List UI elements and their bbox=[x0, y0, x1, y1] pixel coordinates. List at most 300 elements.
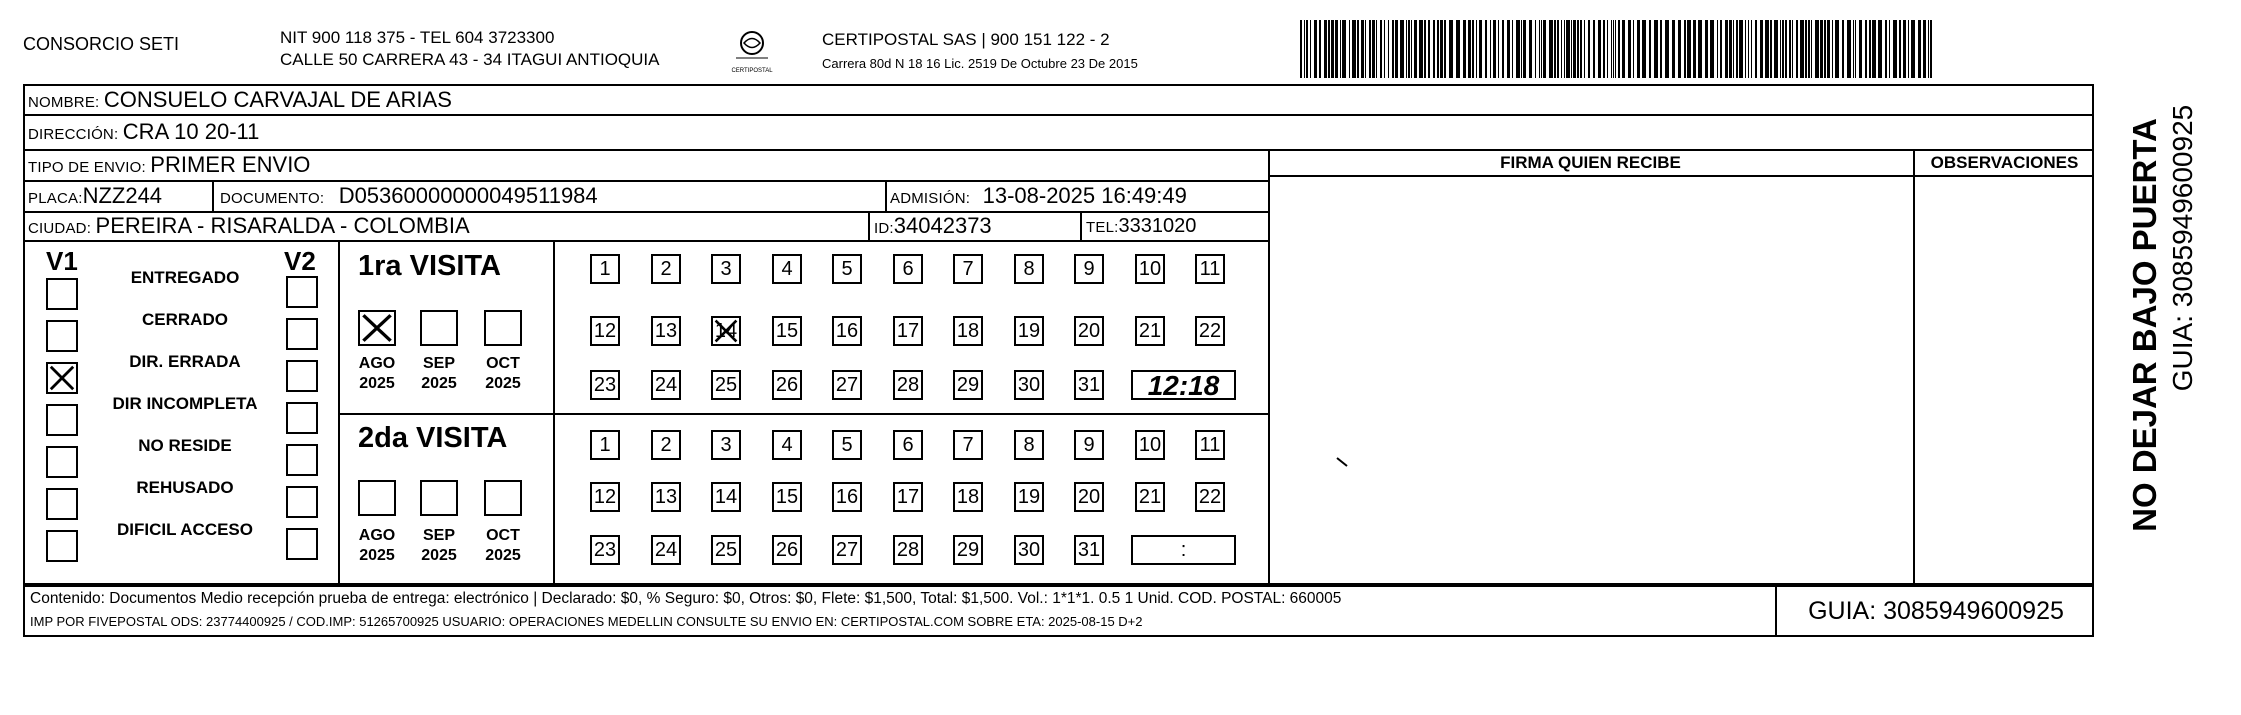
month-name: OCT bbox=[486, 355, 520, 372]
day-number: 26 bbox=[775, 374, 799, 396]
day-number: 10 bbox=[1138, 258, 1162, 280]
barcode-bar bbox=[1543, 20, 1546, 78]
day-number: 28 bbox=[896, 539, 920, 561]
side-guia: GUIA: 3085949600925 bbox=[2167, 104, 2198, 392]
documento-label: DOCUMENTO: bbox=[220, 190, 325, 207]
admision-value: 13-08-2025 16:49:49 bbox=[982, 183, 1187, 208]
v2-checkbox[interactable] bbox=[286, 444, 318, 476]
day-number: 10 bbox=[1138, 434, 1162, 456]
barcode-bar bbox=[1372, 20, 1375, 78]
barcode-bar bbox=[1607, 20, 1608, 78]
barcode-bar bbox=[1755, 20, 1757, 78]
day-box[interactable] bbox=[590, 254, 620, 284]
barcode-bar bbox=[1853, 20, 1854, 78]
barcode-bar bbox=[1580, 20, 1582, 78]
day-box[interactable] bbox=[772, 316, 802, 346]
day-box[interactable] bbox=[1135, 254, 1165, 284]
day-box[interactable] bbox=[893, 430, 923, 460]
month-checkbox[interactable] bbox=[420, 310, 458, 346]
day-number: 30 bbox=[1017, 539, 1041, 561]
day-box[interactable] bbox=[1074, 535, 1104, 565]
barcode-bar bbox=[1476, 20, 1477, 78]
barcode-bar bbox=[1770, 20, 1772, 78]
barcode-bar bbox=[1310, 20, 1311, 78]
logo-icon bbox=[722, 28, 782, 62]
barcode-bar bbox=[1342, 20, 1346, 78]
barcode-bar bbox=[1672, 20, 1675, 78]
day-number: 31 bbox=[1077, 374, 1101, 396]
day-number: 21 bbox=[1138, 320, 1162, 342]
barcode-bar bbox=[1561, 20, 1562, 78]
day-number: 23 bbox=[593, 539, 617, 561]
barcode-bar bbox=[1832, 20, 1833, 78]
barcode-bar bbox=[1400, 20, 1404, 78]
day-box[interactable] bbox=[893, 370, 923, 400]
barcode-bar bbox=[1893, 20, 1897, 78]
barcode-bar bbox=[1493, 20, 1496, 78]
barcode-bar bbox=[1571, 20, 1572, 78]
footer-contenido: Contenido: Documentos Medio recepción prueba de entrega: electrónico | Declarado: $0, % Seguro: $0, Otros: $0, Flete: $1,500, Total: $1,500. Vol.: 1*1*1. 0.5 1 Unid. COD. POSTAL: 660005 bbox=[30, 590, 1342, 607]
status-label: ENTREGADO bbox=[130, 268, 240, 287]
day-box[interactable] bbox=[832, 482, 862, 512]
nombre-field bbox=[28, 86, 452, 117]
day-box[interactable] bbox=[832, 370, 862, 400]
barcode-bar bbox=[1564, 20, 1565, 78]
barcode-bar bbox=[1918, 20, 1921, 78]
day-box[interactable] bbox=[711, 316, 741, 346]
barcode-bar bbox=[1603, 20, 1605, 78]
barcode-bar bbox=[1908, 20, 1909, 78]
barcode-bar bbox=[1733, 20, 1734, 78]
barcode-bar bbox=[1523, 20, 1526, 78]
month-checkbox[interactable] bbox=[358, 480, 396, 516]
tipo-value: PRIMER ENVIO bbox=[150, 152, 311, 177]
tipo-field bbox=[28, 151, 310, 182]
day-box[interactable] bbox=[832, 316, 862, 346]
day-box[interactable] bbox=[1014, 430, 1044, 460]
month-label bbox=[411, 526, 467, 566]
barcode-bar bbox=[1710, 20, 1714, 78]
month-year: 2025 bbox=[359, 547, 395, 564]
barcode-bar bbox=[1304, 20, 1305, 78]
day-number: 17 bbox=[896, 320, 920, 342]
day-box[interactable] bbox=[590, 482, 620, 512]
day-box[interactable] bbox=[651, 316, 681, 346]
day-number: 23 bbox=[593, 374, 617, 396]
day-box[interactable] bbox=[711, 482, 741, 512]
day-number: 2 bbox=[660, 434, 672, 456]
barcode-bar bbox=[1760, 20, 1763, 78]
day-number: 6 bbox=[902, 258, 914, 280]
month-year: 2025 bbox=[485, 547, 521, 564]
barcode-bar bbox=[1774, 20, 1778, 78]
status-label: REHUSADO bbox=[136, 478, 234, 497]
status-label: NO RESIDE bbox=[138, 436, 232, 455]
day-box[interactable] bbox=[590, 316, 620, 346]
day-box[interactable] bbox=[590, 370, 620, 400]
barcode-bar bbox=[1805, 20, 1807, 78]
day-number: 7 bbox=[962, 258, 974, 280]
barcode-bar bbox=[1720, 20, 1722, 78]
barcode-bar bbox=[1796, 20, 1798, 78]
day-box[interactable] bbox=[832, 254, 862, 284]
day-number: 25 bbox=[714, 539, 738, 561]
month-label bbox=[411, 354, 467, 394]
time-box[interactable] bbox=[1131, 535, 1236, 565]
visit2-title: 2da VISITA bbox=[358, 422, 508, 454]
day-box[interactable] bbox=[651, 370, 681, 400]
month-name: AGO bbox=[358, 527, 396, 544]
id-value: 34042373 bbox=[893, 213, 992, 238]
month-name: SEP bbox=[422, 527, 455, 544]
day-box[interactable] bbox=[953, 482, 983, 512]
barcode-bar bbox=[1314, 20, 1317, 78]
day-box[interactable] bbox=[590, 535, 620, 565]
barcode-bar bbox=[1725, 20, 1728, 78]
barcode-bar bbox=[1485, 20, 1487, 78]
day-box[interactable] bbox=[1135, 316, 1165, 346]
barcode-bar bbox=[1859, 20, 1862, 78]
barcode-bar bbox=[1736, 20, 1738, 78]
day-number: 3 bbox=[720, 434, 732, 456]
v2-checkbox[interactable] bbox=[286, 402, 318, 434]
barcode-bar bbox=[1456, 20, 1460, 78]
tel-field bbox=[1086, 212, 1196, 242]
barcode-bar bbox=[1541, 20, 1542, 78]
v2-header: V2 bbox=[284, 246, 316, 276]
day-box[interactable] bbox=[1074, 316, 1104, 346]
v2-checkbox[interactable] bbox=[286, 318, 318, 350]
day-box[interactable] bbox=[893, 535, 923, 565]
day-number: 8 bbox=[1023, 434, 1035, 456]
certipostal-logo bbox=[722, 28, 782, 76]
day-number: 3 bbox=[720, 258, 732, 280]
month-checkbox[interactable] bbox=[484, 310, 522, 346]
license-line: Carrera 80d N 18 16 Lic. 2519 De Octubre 23 De 2015 bbox=[822, 56, 1138, 71]
day-number: 12 bbox=[593, 486, 617, 508]
address-line: CALLE 50 CARRERA 43 - 34 ITAGUI ANTIOQUIA bbox=[280, 50, 660, 69]
day-box[interactable] bbox=[711, 370, 741, 400]
day-number: 22 bbox=[1198, 320, 1222, 342]
day-box[interactable] bbox=[953, 370, 983, 400]
x-mark-icon bbox=[360, 312, 394, 344]
barcode-bar bbox=[1512, 20, 1513, 78]
barcode-bar bbox=[1842, 20, 1844, 78]
barcode-bar bbox=[1705, 20, 1708, 78]
barcode-bar bbox=[1549, 20, 1553, 78]
day-number: 1 bbox=[599, 434, 611, 456]
company-name: CONSORCIO SETI bbox=[23, 34, 180, 54]
barcode-bar bbox=[1815, 20, 1819, 78]
barcode-bar bbox=[1472, 20, 1474, 78]
barcode-bar bbox=[1463, 20, 1466, 78]
day-box[interactable] bbox=[772, 370, 802, 400]
barcode-bar bbox=[1388, 20, 1389, 78]
day-number: 19 bbox=[1017, 486, 1041, 508]
barcode-bar bbox=[1444, 20, 1446, 78]
barcode-bar bbox=[1376, 20, 1377, 78]
barcode-bar bbox=[1392, 20, 1394, 78]
day-number: 5 bbox=[841, 434, 853, 456]
day-box[interactable] bbox=[1014, 535, 1044, 565]
barcode-bar bbox=[1588, 20, 1590, 78]
day-box[interactable] bbox=[772, 430, 802, 460]
v2-checkbox[interactable] bbox=[286, 276, 318, 308]
logo-text: CERTIPOSTAL bbox=[731, 68, 773, 74]
day-box[interactable] bbox=[1014, 482, 1044, 512]
status-label: DIR INCOMPLETA bbox=[112, 394, 258, 413]
day-number: 31 bbox=[1077, 539, 1101, 561]
day-box[interactable] bbox=[953, 254, 983, 284]
day-box[interactable] bbox=[1014, 370, 1044, 400]
day-number: 4 bbox=[781, 434, 793, 456]
day-box[interactable] bbox=[893, 254, 923, 284]
v2-checkbox[interactable] bbox=[286, 528, 318, 560]
visit1-title: 1ra VISITA bbox=[358, 250, 501, 282]
month-name: SEP bbox=[422, 355, 455, 372]
day-number: 6 bbox=[902, 434, 914, 456]
day-number: 4 bbox=[781, 258, 793, 280]
v2-checkbox[interactable] bbox=[286, 486, 318, 518]
barcode-bar bbox=[1557, 20, 1559, 78]
day-box[interactable] bbox=[893, 482, 923, 512]
barcode-bar bbox=[1328, 20, 1330, 78]
day-number: 14 bbox=[714, 486, 738, 508]
day-box[interactable] bbox=[1074, 482, 1104, 512]
barcode-bar bbox=[1331, 20, 1334, 78]
day-number: 26 bbox=[775, 539, 799, 561]
barcode-bar bbox=[1490, 20, 1491, 78]
day-number: 21 bbox=[1138, 486, 1162, 508]
status-label: DIR. ERRADA bbox=[129, 352, 241, 371]
month-checkbox[interactable] bbox=[420, 480, 458, 516]
barcode-bar bbox=[1930, 20, 1932, 78]
barcode-bar bbox=[1406, 20, 1407, 78]
barcode-bar bbox=[1872, 20, 1876, 78]
barcode-bar bbox=[1785, 20, 1787, 78]
barcode-bar bbox=[1361, 20, 1364, 78]
barcode-bar bbox=[1440, 20, 1443, 78]
day-number: 13 bbox=[654, 320, 678, 342]
barcode-bar bbox=[1529, 20, 1532, 78]
v1-header: V1 bbox=[46, 246, 78, 276]
month-year: 2025 bbox=[421, 547, 457, 564]
barcode-bar bbox=[1539, 20, 1540, 78]
barcode-bar bbox=[1319, 20, 1321, 78]
day-number: 16 bbox=[835, 486, 859, 508]
day-box[interactable] bbox=[651, 482, 681, 512]
day-number: 1 bbox=[599, 258, 611, 280]
month-checkbox[interactable] bbox=[484, 480, 522, 516]
month-year: 2025 bbox=[485, 375, 521, 392]
day-box[interactable] bbox=[711, 430, 741, 460]
barcode-bar bbox=[1827, 20, 1830, 78]
barcode-bar bbox=[1717, 20, 1718, 78]
barcode-bar bbox=[1414, 20, 1417, 78]
certipostal-line: CERTIPOSTAL SAS | 900 151 122 - 2 bbox=[822, 30, 1110, 49]
day-box[interactable] bbox=[651, 535, 681, 565]
barcode-bar bbox=[1352, 20, 1356, 78]
barcode-bar bbox=[1928, 20, 1929, 78]
barcode-bar bbox=[1665, 20, 1669, 78]
x-mark-icon bbox=[713, 318, 739, 344]
barcode-bar bbox=[1878, 20, 1882, 78]
day-box[interactable] bbox=[1135, 430, 1165, 460]
barcode-bar bbox=[1535, 20, 1536, 78]
day-box[interactable] bbox=[1195, 316, 1225, 346]
direccion-value: CRA 10 20-11 bbox=[122, 119, 260, 144]
day-box[interactable] bbox=[1195, 482, 1225, 512]
v2-checkbox[interactable] bbox=[286, 360, 318, 392]
documento-field bbox=[220, 182, 598, 213]
barcode-bar bbox=[1502, 20, 1504, 78]
day-number: 14 bbox=[714, 320, 738, 342]
barcode-bar bbox=[1782, 20, 1784, 78]
day-number: 8 bbox=[1023, 258, 1035, 280]
barcode-bar bbox=[1765, 20, 1769, 78]
barcode-bar bbox=[1428, 20, 1430, 78]
barcode-bar bbox=[1584, 20, 1585, 78]
barcode-bar bbox=[1380, 20, 1382, 78]
barcode-bar bbox=[1678, 20, 1681, 78]
day-number: 18 bbox=[956, 320, 980, 342]
day-box[interactable] bbox=[832, 430, 862, 460]
day-number: 9 bbox=[1083, 258, 1095, 280]
time-value: : bbox=[1180, 539, 1187, 561]
day-box[interactable] bbox=[953, 535, 983, 565]
day-number: 5 bbox=[841, 258, 853, 280]
barcode-bar bbox=[1789, 20, 1791, 78]
day-number: 20 bbox=[1077, 320, 1101, 342]
day-number: 22 bbox=[1198, 486, 1222, 508]
day-box[interactable] bbox=[1014, 254, 1044, 284]
footer-guia: GUIA: 3085949600925 bbox=[1808, 597, 2064, 625]
month-year: 2025 bbox=[359, 375, 395, 392]
day-box[interactable] bbox=[772, 535, 802, 565]
admision-label: ADMISIÓN: bbox=[890, 190, 971, 207]
barcode-bar bbox=[1660, 20, 1662, 78]
barcode-bar bbox=[1780, 20, 1781, 78]
barcode-bar bbox=[1369, 20, 1371, 78]
time-box[interactable] bbox=[1131, 370, 1236, 400]
month-checkbox[interactable] bbox=[358, 310, 396, 346]
barcode-bar bbox=[1633, 20, 1634, 78]
barcode-bar bbox=[1521, 20, 1522, 78]
day-box[interactable] bbox=[1014, 316, 1044, 346]
month-label bbox=[349, 354, 405, 394]
day-box[interactable] bbox=[1135, 482, 1165, 512]
day-box[interactable] bbox=[651, 430, 681, 460]
day-box[interactable] bbox=[953, 316, 983, 346]
barcode-bar bbox=[1751, 20, 1752, 78]
barcode-bar bbox=[1835, 20, 1839, 78]
barcode-bar bbox=[1324, 20, 1327, 78]
barcode-bar bbox=[1611, 20, 1612, 78]
barcode-bar bbox=[1395, 20, 1398, 78]
barcode-bar bbox=[1800, 20, 1804, 78]
day-number: 29 bbox=[956, 539, 980, 561]
day-box[interactable] bbox=[711, 535, 741, 565]
id-label: ID: bbox=[874, 220, 894, 237]
barcode-bar bbox=[1889, 20, 1890, 78]
day-number: 19 bbox=[1017, 320, 1041, 342]
day-box[interactable] bbox=[893, 316, 923, 346]
barcode-bar bbox=[1593, 20, 1595, 78]
pen-mark bbox=[1335, 455, 1355, 471]
day-number: 27 bbox=[835, 374, 859, 396]
barcode-bar bbox=[1340, 20, 1341, 78]
barcode-bar bbox=[1357, 20, 1359, 78]
barcode-bar bbox=[1865, 20, 1867, 78]
day-box[interactable] bbox=[1074, 430, 1104, 460]
barcode-bar bbox=[1335, 20, 1338, 78]
day-box[interactable] bbox=[772, 482, 802, 512]
barcode-bar bbox=[1498, 20, 1499, 78]
day-number: 17 bbox=[896, 486, 920, 508]
barcode-bar bbox=[1384, 20, 1385, 78]
day-number: 11 bbox=[1199, 434, 1221, 456]
barcode-bar bbox=[1824, 20, 1826, 78]
barcode-bar bbox=[1300, 20, 1302, 78]
barcode-bar bbox=[1577, 20, 1579, 78]
placa-field bbox=[28, 182, 162, 213]
barcode-bar bbox=[1365, 20, 1366, 78]
barcode-bar bbox=[1748, 20, 1749, 78]
day-number: 15 bbox=[775, 486, 799, 508]
status-label: DIFICIL ACCESO bbox=[116, 520, 253, 539]
day-box[interactable] bbox=[1195, 430, 1225, 460]
day-number: 16 bbox=[835, 320, 859, 342]
day-box[interactable] bbox=[953, 430, 983, 460]
barcode-bar bbox=[1618, 20, 1620, 78]
barcode-bar bbox=[1923, 20, 1926, 78]
tel-label: TEL: bbox=[1086, 219, 1119, 236]
day-box[interactable] bbox=[651, 254, 681, 284]
barcode-bar bbox=[1885, 20, 1887, 78]
barcode-bar bbox=[1637, 20, 1640, 78]
month-label bbox=[475, 354, 531, 394]
day-number: 18 bbox=[956, 486, 980, 508]
barcode-bar bbox=[1693, 20, 1696, 78]
month-name: AGO bbox=[358, 355, 396, 372]
day-box[interactable] bbox=[590, 430, 620, 460]
barcode-bar bbox=[1449, 20, 1453, 78]
barcode-bar bbox=[1349, 20, 1350, 78]
barcode-bar bbox=[1598, 20, 1601, 78]
barcode-bar bbox=[1729, 20, 1732, 78]
day-box[interactable] bbox=[1074, 254, 1104, 284]
day-box[interactable] bbox=[832, 535, 862, 565]
footer-imp-line: IMP POR FIVEPOSTAL ODS: 23774400925 / COD.IMP: 51265700925 USUARIO: OPERACIONES MEDELLIN CONSULTE SU ENVIO EN: CERTIPOSTAL.COM SOBRE ETA: 2025-08-15 D+2 bbox=[30, 614, 1143, 629]
day-box[interactable] bbox=[1195, 254, 1225, 284]
day-box[interactable] bbox=[711, 254, 741, 284]
barcode-bar bbox=[1554, 20, 1556, 78]
barcode-bar bbox=[1468, 20, 1471, 78]
day-number: 24 bbox=[654, 539, 678, 561]
direccion-label: DIRECCIÓN: bbox=[28, 126, 119, 143]
direccion-field bbox=[28, 118, 259, 149]
barcode-bar bbox=[1698, 20, 1702, 78]
day-box[interactable] bbox=[772, 254, 802, 284]
barcode-bar bbox=[1745, 20, 1746, 78]
day-number: 27 bbox=[835, 539, 859, 561]
observaciones-header: OBSERVACIONES bbox=[1930, 153, 2079, 172]
day-box[interactable] bbox=[1074, 370, 1104, 400]
day-number: 9 bbox=[1083, 434, 1095, 456]
barcode-bar bbox=[1411, 20, 1412, 78]
firma-header: FIRMA QUIEN RECIBE bbox=[1500, 153, 1681, 172]
day-number: 20 bbox=[1077, 486, 1101, 508]
